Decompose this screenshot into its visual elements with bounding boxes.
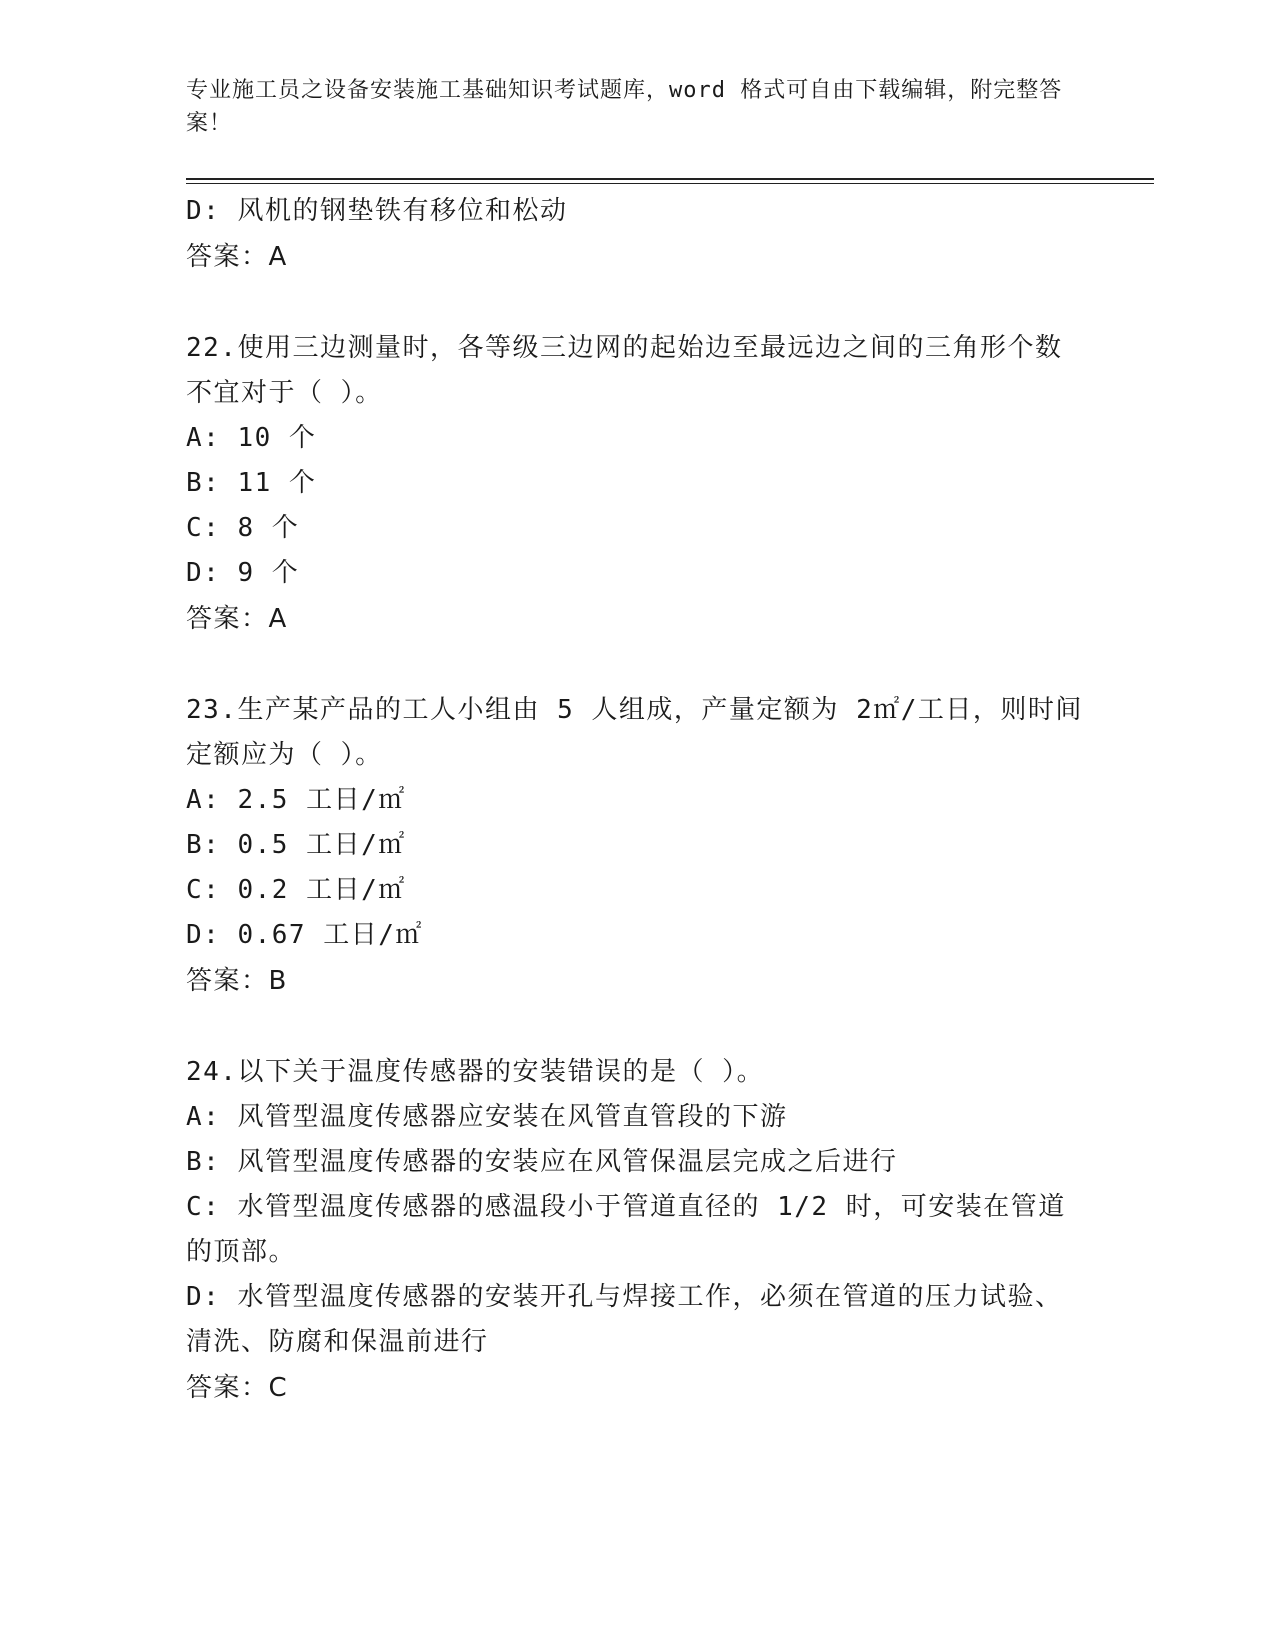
q21-answer: 答案：A [186,242,288,272]
spacer [186,281,1086,326]
q24-option-c: C: 水管型温度传感器的感温段小于管道直径的 1/2 时，可安装在管道的顶部。 [186,1192,1066,1267]
q23-option-a: A: 2.5 工日/㎡ [186,785,406,815]
q23-option-c: C: 0.2 工日/㎡ [186,875,406,905]
document-header: 专业施工员之设备安装施工基础知识考试题库，word 格式可自由下载编辑，附完整答案！ [186,78,1063,136]
q22-option-b: B: 11 个 [186,468,317,498]
question-24 [186,1050,1086,1412]
q22-option-a: A: 10 个 [186,423,317,453]
question-content [186,189,1086,1412]
q21-option-d: D: 风机的钢垫铁有移位和松动 [186,196,568,226]
q23-option-b: B: 0.5 工日/㎡ [186,830,406,860]
q22-option-c: C: 8 个 [186,513,300,543]
q22-answer: 答案：A [186,604,288,634]
header-divider-thick [186,178,1154,180]
header-divider-thin [186,183,1154,184]
q24-option-d: D: 水管型温度传感器的安装开孔与焊接工作，必须在管道的压力试验、清洗、防腐和保温前进行 [186,1282,1063,1357]
q24-option-a: A: 风管型温度传感器应安装在风管直管段的下游 [186,1102,788,1132]
q24-answer: 答案：C [186,1373,289,1403]
spacer [186,643,1086,688]
q24-stem: 24.以下关于温度传感器的安装错误的是（ ）。 [186,1057,765,1087]
q23-option-d: D: 0.67 工日/㎡ [186,920,423,950]
question-22 [186,326,1086,643]
question-23 [186,688,1086,1005]
q22-option-d: D: 9 个 [186,558,300,588]
spacer [186,1005,1086,1050]
q24-option-b: B: 风管型温度传感器的安装应在风管保温层完成之后进行 [186,1147,898,1177]
q23-answer: 答案：B [186,966,288,996]
q22-stem: 22.使用三边测量时，各等级三边网的起始边至最远边之间的三角形个数不宜对于（ ）。 [186,333,1063,408]
question-21-tail [186,189,1086,281]
q23-stem: 23.生产某产品的工人小组由 5 人组成，产量定额为 2㎡/工日，则时间定额应为（ ）。 [186,695,1083,770]
